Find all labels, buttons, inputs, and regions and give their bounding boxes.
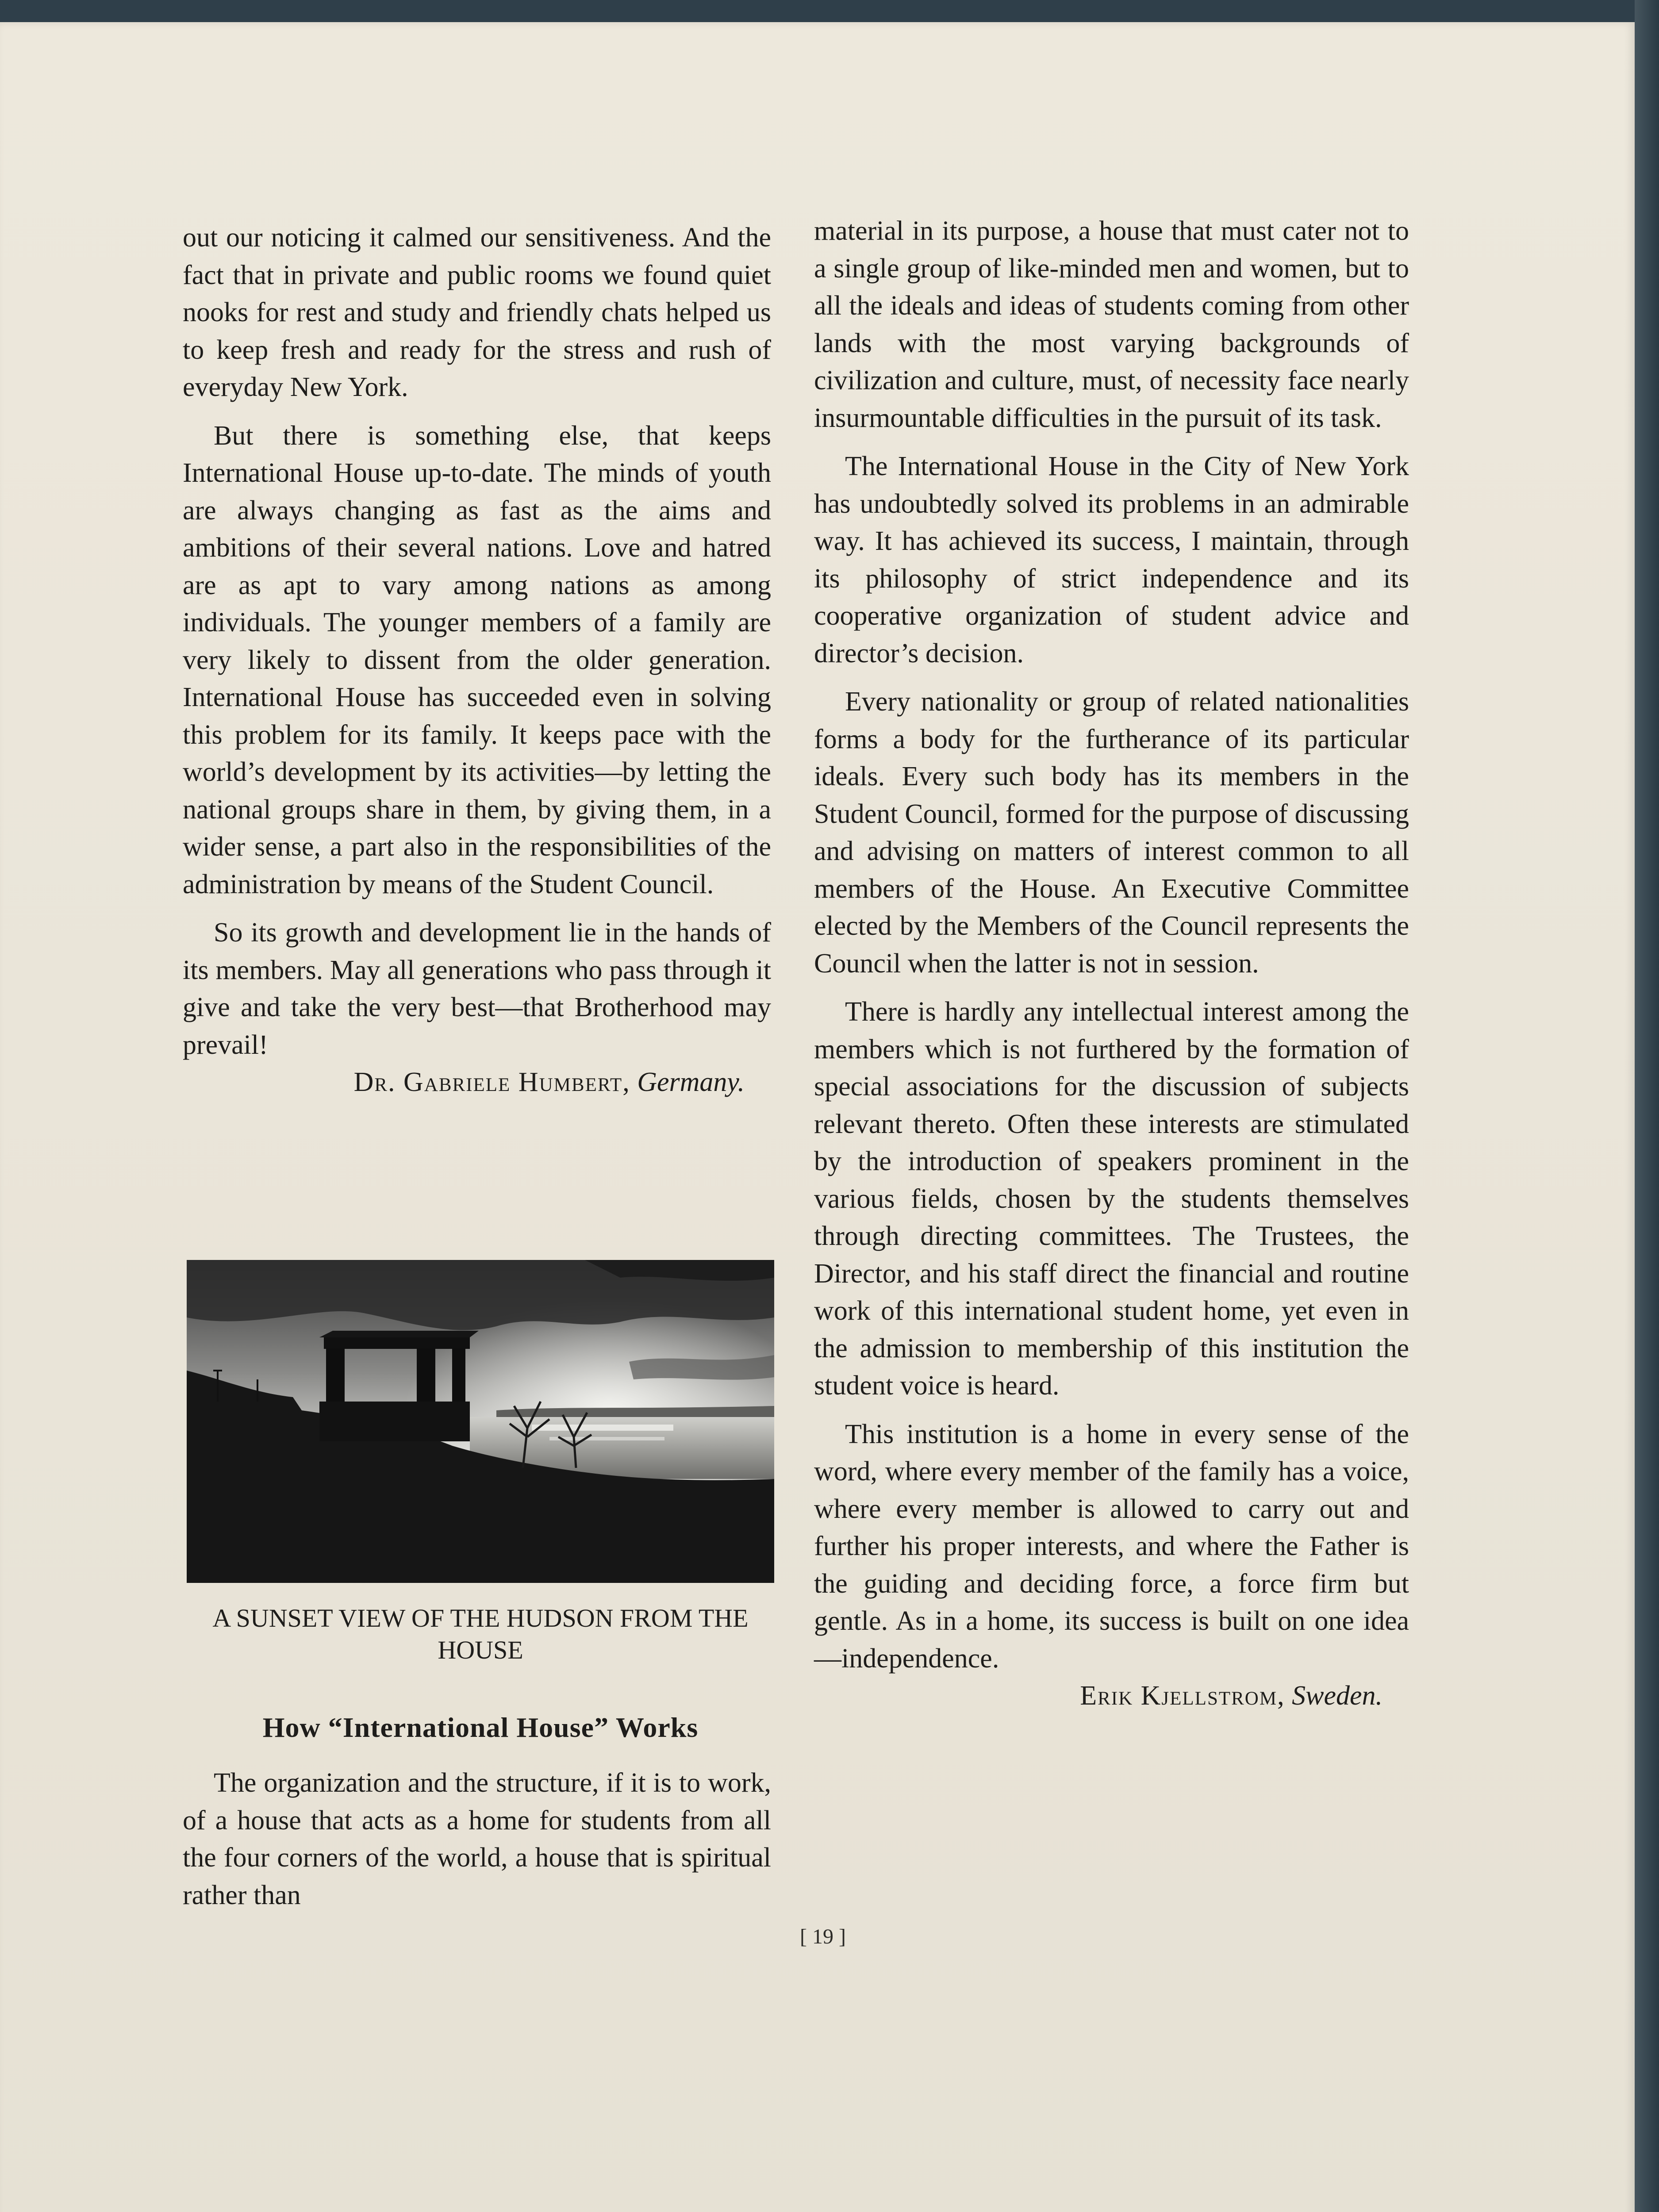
paragraph: out our noticing it calmed our sensitiveness. And the fact that in private and public rooms we found quiet nooks for rest and study and friendly chats helped us to keep fresh and ready for the stress and rush of everyday New York. [183,223,771,402]
photo-caption: A SUNSET VIEW OF THE HUDSON FROM THE HOUSE [212,1604,749,1664]
author-signature [814,1677,1409,1714]
right-column [814,212,1409,1714]
author-signature [183,1064,771,1101]
paragraph: material in its purpose, a house that must cater not to a single group of like-minded men and women, but to all the ideals and ideas of students coming from other lands with the most varying backgrounds of civilization and culture, must, of necessity face nearly insurmountable difficulties in the pursuit of its task. [814,216,1409,433]
hudson-sunset-photo [187,1260,774,1583]
left-column-section-text [183,1764,771,1914]
section-heading: How “International House” Works [262,1712,699,1743]
paragraph: The International House in the City of New York has undoubtedly solved its problems in an admirable way. It has achieved its success, I maintain, through its philosophy of strict independence and its cooperative organization of student advice and director’s decision. [814,451,1409,668]
paragraph: This institution is a home in every sense of the word, where every member of the family has a voice, where every member is allowed to carry out and further his proper interests, and where the Father is the guiding and deciding force, a force firm but gentle. As in a home, its success is built on one idea—independence. [814,1419,1409,1674]
author-name: Erik Kjellstrom, [1080,1681,1285,1711]
paragraph: But there is something else, that keeps International House up-to-date. The minds of youth are always changing as fast as the aims and ambitions of their several nations. Love and hatred are as apt to vary among nations as among individuals. The younger members of a family are very likely to dissent from the older generation. International House has succeeded even in solving this problem for its family. It keeps pace with the world’s development by its activities—by letting the national groups share in them, by giving them, in a wider sense, a part also in the responsibilities of the administration by means of the Student Council. [183,420,771,899]
author-country: Germany. [637,1067,745,1097]
paragraph: There is hardly any intellectual interest among the members which is not furthered by the formation of special associations for the discussion of subjects relevant thereto. Often these interests are stimulated by the introduction of speakers prominent in the various fields, chosen by the students themselves through directing committees. The Trustees, the Director, and his staff direct the financial and routine work of this international student home, yet even in the admission to membership of this institution the student voice is heard. [814,997,1409,1401]
paragraph: Every nationality or group of related nationalities forms a body for the furtherance of its particular ideals. Every such body has its members in the Student Council, formed for the purpose of discussing and advising on matters of interest common to all members of the House. An Executive Committee elected by the Members of the Council represents the Council when the latter is not in session. [814,687,1409,979]
book-cover-edge [1635,0,1659,2212]
paragraph: So its growth and development lie in the hands of its members. May all generations who pass through it give and take the very best—that Brotherhood may prevail! [183,918,771,1060]
author-name: Dr. Gabriele Humbert, [353,1067,630,1097]
paragraph: The organization and the structure, if it is to work, of a house that acts as a home for students from all the four corners of the world, a house that is spiritual rather than [183,1768,771,1910]
author-country: Sweden. [1292,1681,1382,1711]
left-column [183,219,771,1101]
page-number: [ 19 ] [800,1925,846,1948]
